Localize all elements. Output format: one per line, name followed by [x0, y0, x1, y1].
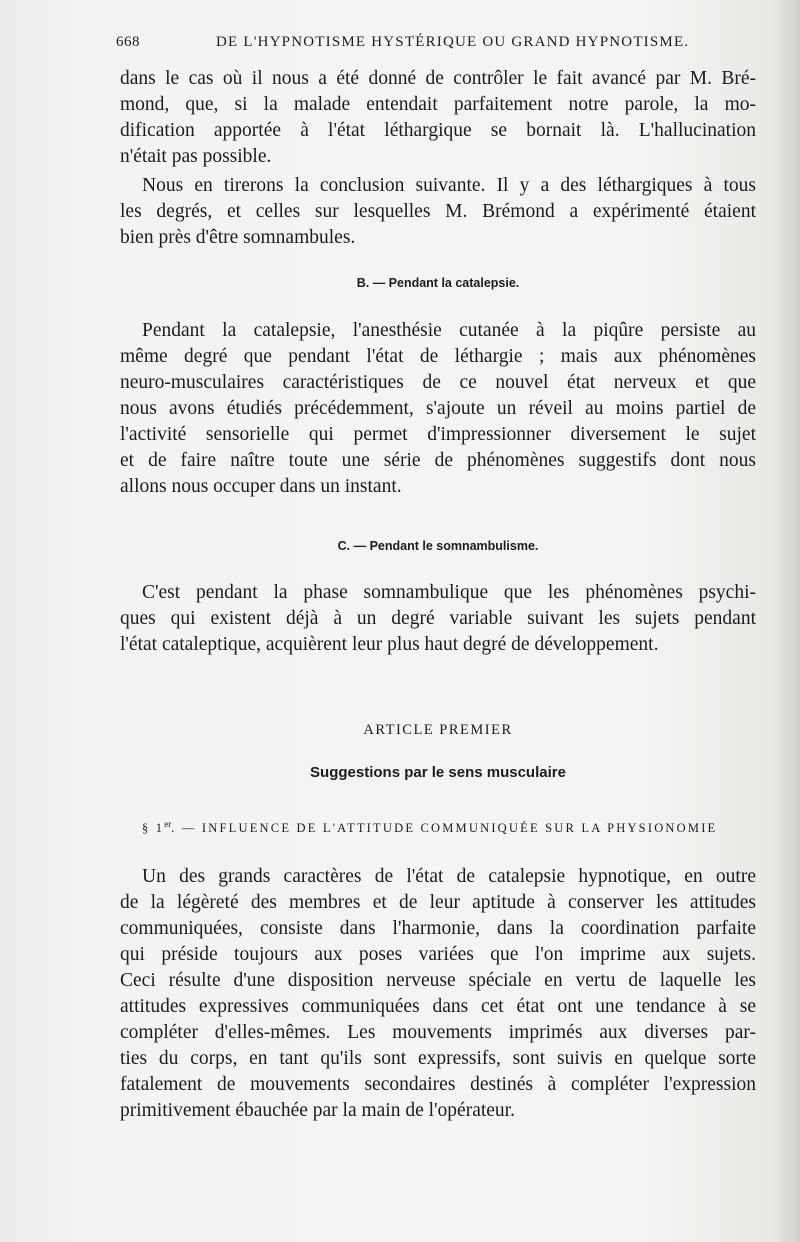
text-line: neuro-musculaires caractéristiques de ce nouvel état nerveux et que — [120, 372, 756, 393]
text-line: n'était pas possible. — [120, 146, 272, 167]
text-line: de la légèreté des membres et de leur aptitude à conserver les attitudes — [120, 892, 756, 913]
section-mark: § 1 — [142, 821, 165, 836]
text-line: fatalement de mouvements secondaires destinés à compléter l'expression — [120, 1074, 756, 1095]
text-line: nous avons étudiés précédemment, s'ajoute un réveil au moins partiel de — [120, 398, 756, 419]
text-line: primitivement ébauchée par la main de l'opérateur. — [120, 1100, 515, 1121]
text-line: les degrés, et celles sur lesquelles M. Brémond a expérimenté étaient — [120, 201, 756, 222]
text-line: l'activité sensorielle qui permet d'impressionner diversement le sujet — [120, 424, 756, 445]
ordinal-suffix: er — [164, 819, 172, 829]
paragraph-heading-text: . — INFLUENCE DE L'ATTITUDE COMMUNIQUÉE SUR LA PHYSIONOMIE — [171, 821, 718, 836]
text-line: communiquées, consiste dans l'harmonie, dans la coordination parfaite — [120, 918, 756, 939]
text-line: Pendant la catalepsie, l'anesthésie cutanée à la piqûre persiste au — [142, 320, 756, 341]
text-line: attitudes expressives communiquées dans cet état ont une tendance à se — [120, 996, 756, 1017]
text-line: qui préside toujours aux poses variées que l'on imprime aux sujets. — [120, 944, 756, 965]
text-line: Nous en tirerons la conclusion suivante. Il y a des léthargiques à tous — [142, 175, 756, 196]
paragraph-heading — [142, 819, 756, 836]
text-line: Un des grands caractères de l'état de catalepsie hypnotique, en outre — [142, 866, 756, 887]
text-line: C'est pendant la phase somnambulique que les phénomènes psychi- — [142, 582, 756, 603]
text-line: ques qui existent déjà à un degré variable suivant les sujets pendant — [120, 608, 756, 629]
text-line: mond, que, si la malade entendait parfaitement notre parole, la mo- — [120, 94, 756, 115]
paragraph-catalepsie — [120, 318, 756, 500]
article-subtitle: Suggestions par le sens musculaire — [310, 764, 566, 781]
text-line: Ceci résulte d'une disposition nerveuse spéciale en vertu de laquelle les — [120, 970, 756, 991]
paragraph-attitude — [120, 864, 756, 1124]
paragraph-conclusion — [120, 173, 756, 251]
page-number: 668 — [116, 34, 140, 50]
text-line: allons nous occuper dans un instant. — [120, 476, 402, 497]
paragraph-somnambulisme — [120, 580, 756, 658]
text-line: l'état cataleptique, acquièrent leur plus haut degré de développement. — [120, 634, 659, 655]
running-title: DE L'HYPNOTISME HYSTÉRIQUE OU GRAND HYPNOTISME. — [216, 34, 690, 50]
text-line: et de faire naître toute une série de phénomènes suggestifs dont nous — [120, 450, 756, 471]
text-line: ties du corps, en tant qu'ils sont expressifs, sont suivis en quelque sorte — [120, 1048, 756, 1069]
text-line: dans le cas où il nous a été donné de contrôler le fait avancé par M. Bré- — [120, 68, 756, 89]
text-line: dification apportée à l'état léthargique se bornait là. L'hallucination — [120, 120, 756, 141]
text-line: bien près d'être somnambules. — [120, 227, 356, 248]
section-heading-b: B. — Pendant la catalepsie. — [356, 276, 520, 290]
text-line: compléter d'elles-mêmes. Les mouvements imprimés aux diverses par- — [120, 1022, 756, 1043]
section-heading-c: C. — Pendant le somnambulisme. — [337, 539, 539, 553]
text-line: même degré que pendant l'état de léthargie ; mais aux phénomènes — [120, 346, 756, 367]
article-title: ARTICLE PREMIER — [363, 722, 513, 738]
page-edge-shadow — [772, 0, 800, 1242]
paragraph-continuation — [120, 66, 756, 170]
